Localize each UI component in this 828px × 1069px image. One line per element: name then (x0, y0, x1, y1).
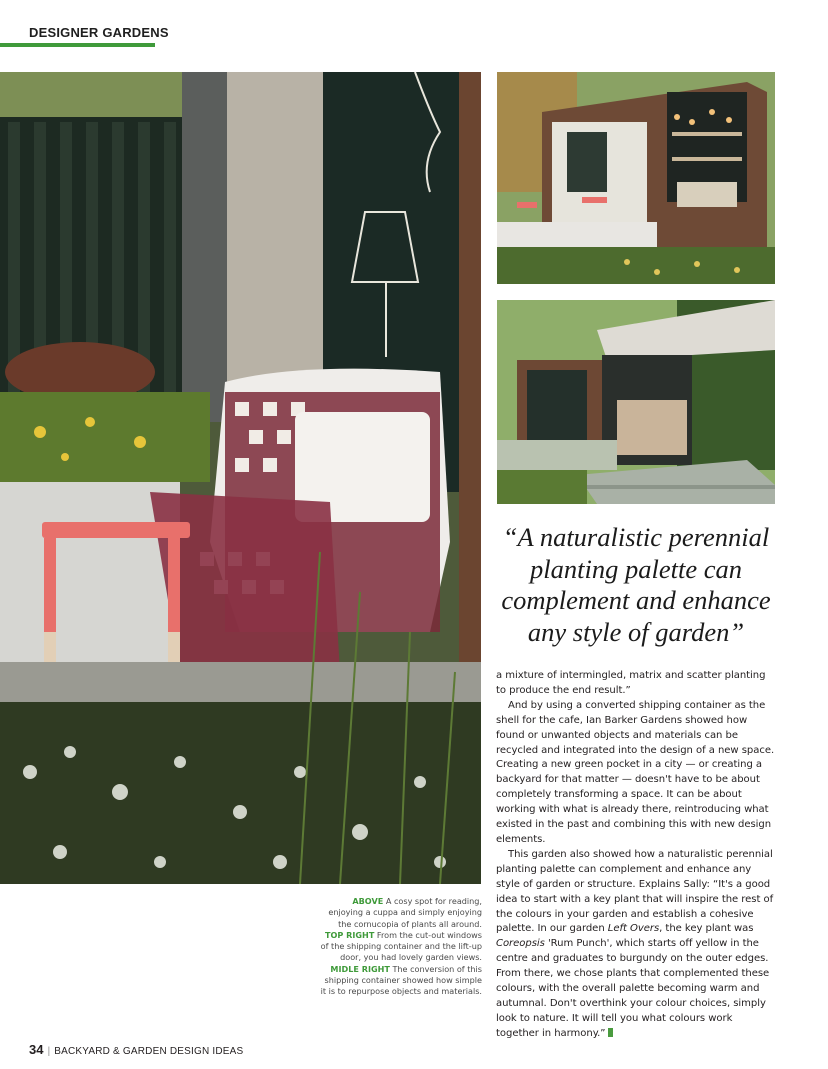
photo-captions (318, 896, 482, 998)
caption-middle-right (318, 964, 482, 998)
body-italic-text: Coreopsis (496, 938, 545, 950)
body-text (496, 669, 778, 1042)
page-number: 34 (29, 1042, 44, 1057)
caption-label: MIDLE RIGHT (330, 963, 390, 974)
footer-separator: | (47, 1045, 51, 1057)
body-text-run: This garden also showed how a naturalistic perennial planting palette can complement and enhance any style of garden or structure. Explains Sally: “It's a good idea to start with a key plant that will inspire the rest of the colours in your garden and establish a cohesive palette. In our garden (496, 848, 774, 935)
page-footer (29, 1042, 243, 1057)
body-italic-text: Left Overs (607, 923, 660, 935)
caption-text: A cosy spot for reading, enjoying a cuppa and simply enjoying the cornucopia of plants all around. (328, 896, 482, 929)
caption-text: From the cut-out windows of the shipping container and the lift-up door, you had lovely garden views. (320, 929, 482, 963)
caption-label: TOP RIGHT (325, 929, 375, 940)
end-mark-icon (608, 1028, 613, 1037)
section-rule (0, 43, 155, 47)
body-paragraph: a mixture of intermingled, matrix and scatter planting to produce the end result.” (496, 670, 766, 696)
body-text-run: , the key plant was (659, 923, 754, 935)
publication-name: BACKYARD & GARDEN DESIGN IDEAS (54, 1046, 244, 1057)
top-right-photo-container (497, 72, 775, 284)
caption-label: ABOVE (352, 896, 384, 906)
caption-text: The conversion of this shipping container showed how simple it is to repurpose objects and materials. (320, 963, 482, 997)
mid-right-photo-container (497, 300, 775, 504)
caption-above (318, 896, 482, 930)
caption-top-right (318, 930, 482, 964)
main-photo-armchair (0, 72, 481, 884)
body-text-run: 'Rum Punch', which starts off yellow in the centre and graduates to burgundy on the outer edges. From there, we chose plants that complemented these colours, with the overall palette becoming warm and autumnal. Don't overthink your colour choices, simply look to nature. It will tell you what colours work together in harmony.” (496, 938, 770, 1039)
section-label: DESIGNER GARDENS (29, 25, 169, 40)
body-paragraph: And by using a converted shipping container as the shell for the cafe, Ian Barker Gardens showed how found or unwanted objects and materials can be recycled and integrated into the design of a new space. Creating a new green pocket in a city — or creating a backyard for that matter — doesn't have to be about completely transforming a space. It can be about working with what is already there, reintroducing what existed in the past and combining this with new design elements. (496, 699, 775, 845)
pull-quote: “A naturalistic perennial planting palette can complement and enhance any style of garden” (501, 522, 771, 647)
body-paragraph (496, 848, 778, 1042)
